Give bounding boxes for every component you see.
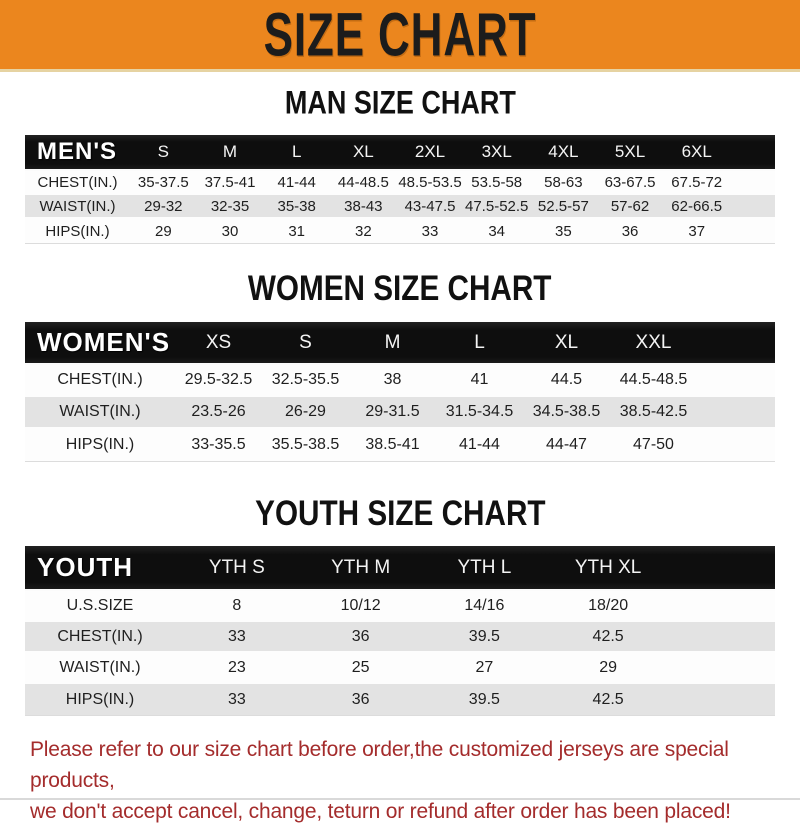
size-value-cell: 67.5-72 bbox=[671, 173, 723, 191]
size-column-header: L bbox=[474, 331, 485, 353]
size-value-cell: 38.5-42.5 bbox=[619, 403, 688, 420]
table-row bbox=[25, 195, 775, 219]
size-column-header: YTH S bbox=[208, 556, 265, 578]
size-value-cell: 42.5 bbox=[592, 627, 624, 645]
size-value-cell: 35-38 bbox=[277, 197, 316, 215]
disclaimer-text bbox=[30, 734, 772, 827]
youth-size-chart-section bbox=[0, 492, 800, 716]
size-value-cell: 44-47 bbox=[546, 436, 587, 453]
size-value-cell: 58-63 bbox=[544, 173, 583, 191]
size-value-cell: 31 bbox=[288, 222, 306, 240]
disclaimer-line-2: we don't accept cancel, change, teturn or refund after order has been placed! bbox=[30, 800, 731, 823]
table-row bbox=[25, 397, 775, 429]
size-value-cell: 32-35 bbox=[210, 197, 250, 215]
women-section-title: WOMEN SIZE CHART bbox=[248, 267, 552, 308]
size-value-cell: 32 bbox=[355, 222, 372, 240]
size-value-cell: 10/12 bbox=[340, 596, 381, 614]
youth-table-header bbox=[25, 546, 775, 591]
size-value-cell: 30 bbox=[221, 222, 239, 240]
row-label: WAIST(IN.) bbox=[59, 658, 141, 676]
size-value-cell: 33 bbox=[227, 627, 246, 645]
men-table-header bbox=[25, 135, 775, 171]
size-value-cell: 52.5-57 bbox=[537, 197, 589, 215]
size-value-cell: 44.5 bbox=[550, 371, 583, 388]
size-value-cell: 35-37.5 bbox=[137, 173, 189, 191]
row-label: HIPS(IN.) bbox=[65, 436, 135, 453]
row-label: CHEST(IN.) bbox=[37, 173, 118, 191]
size-chart-banner bbox=[0, 0, 800, 72]
row-label: U.S.SIZE bbox=[66, 596, 134, 614]
table-row bbox=[25, 429, 775, 461]
table-row bbox=[25, 653, 775, 684]
size-column-header: XS bbox=[205, 331, 232, 353]
size-value-cell: 29 bbox=[599, 658, 618, 676]
size-column-header: 4XL bbox=[548, 142, 579, 161]
size-value-cell: 27 bbox=[475, 658, 494, 676]
size-column-header: 6XL bbox=[681, 142, 712, 161]
size-value-cell: 57-62 bbox=[610, 197, 650, 215]
size-value-cell: 35.5-38.5 bbox=[271, 436, 340, 453]
mens-size-table bbox=[25, 135, 775, 244]
youth-section-title: YOUTH SIZE CHART bbox=[254, 492, 546, 533]
size-value-cell: 53.5-58 bbox=[471, 173, 523, 191]
youth-size-table bbox=[25, 546, 775, 716]
table-row bbox=[25, 591, 775, 622]
size-value-cell: 23.5-26 bbox=[191, 403, 246, 420]
size-value-cell: 37 bbox=[688, 222, 706, 240]
man-size-chart-section bbox=[0, 87, 800, 244]
size-value-cell: 36 bbox=[351, 690, 370, 708]
size-value-cell: 41-44 bbox=[277, 173, 316, 191]
size-column-header: 5XL bbox=[614, 142, 646, 161]
size-value-cell: 18/20 bbox=[588, 596, 629, 614]
size-value-cell: 29.5-32.5 bbox=[184, 371, 253, 388]
size-value-cell: 29-32 bbox=[144, 197, 183, 215]
size-value-cell: 63-67.5 bbox=[604, 173, 656, 191]
size-value-cell: 34.5-38.5 bbox=[532, 403, 601, 420]
row-label: CHEST(IN.) bbox=[57, 371, 143, 388]
size-value-cell: 26-29 bbox=[285, 403, 326, 420]
size-value-cell: 48.5-53.5 bbox=[398, 173, 462, 191]
table-row bbox=[25, 219, 775, 243]
size-column-header: M bbox=[384, 331, 401, 353]
size-value-cell: 44-48.5 bbox=[337, 173, 389, 191]
size-value-cell: 29 bbox=[154, 222, 172, 240]
size-column-header: 2XL bbox=[414, 142, 446, 161]
size-value-cell: 33 bbox=[227, 690, 246, 708]
women-table-header bbox=[25, 322, 775, 365]
size-column-header: YTH XL bbox=[574, 556, 642, 578]
row-label: HIPS(IN.) bbox=[45, 222, 110, 240]
size-value-cell: 38-43 bbox=[344, 197, 383, 215]
table-row bbox=[25, 622, 775, 653]
size-value-cell: 25 bbox=[351, 658, 370, 676]
size-value-cell: 41 bbox=[470, 371, 489, 388]
size-value-cell: 44.5-48.5 bbox=[619, 371, 688, 388]
disclaimer-line-1: Please refer to our size chart before order,the customized jerseys are special products, bbox=[30, 738, 729, 792]
size-value-cell: 47-50 bbox=[633, 436, 674, 453]
size-value-cell: 23 bbox=[227, 658, 246, 676]
size-column-header: XL bbox=[554, 331, 579, 353]
size-column-header: XXL bbox=[635, 331, 672, 353]
size-value-cell: 41-44 bbox=[459, 436, 500, 453]
row-label: WAIST(IN.) bbox=[59, 403, 141, 420]
size-column-header: XL bbox=[352, 142, 374, 161]
size-value-cell: 32.5-35.5 bbox=[271, 371, 340, 388]
table-row bbox=[25, 365, 775, 397]
size-value-cell: 33-35.5 bbox=[191, 436, 246, 453]
row-label: CHEST(IN.) bbox=[57, 627, 143, 645]
size-value-cell: 29-31.5 bbox=[365, 403, 420, 420]
men-header-label: MEN'S bbox=[37, 138, 118, 165]
size-value-cell: 34 bbox=[488, 222, 506, 240]
size-column-header: YTH L bbox=[457, 556, 512, 578]
size-value-cell: 42.5 bbox=[592, 690, 624, 708]
row-label: HIPS(IN.) bbox=[65, 690, 135, 708]
man-section-title: MAN SIZE CHART bbox=[284, 85, 516, 122]
size-value-cell: 33 bbox=[421, 222, 439, 240]
size-value-cell: 39.5 bbox=[468, 627, 500, 645]
size-value-cell: 47.5-52.5 bbox=[465, 197, 529, 215]
size-value-cell: 36 bbox=[351, 627, 370, 645]
women-size-chart-section bbox=[0, 267, 800, 462]
size-column-header: 3XL bbox=[481, 142, 512, 161]
size-value-cell: 39.5 bbox=[468, 690, 500, 708]
size-column-header: L bbox=[291, 142, 302, 161]
size-value-cell: 14/16 bbox=[464, 596, 505, 614]
women-header-label: WOMEN'S bbox=[37, 327, 171, 357]
size-value-cell: 36 bbox=[621, 222, 639, 240]
size-value-cell: 62-66.5 bbox=[671, 197, 723, 215]
youth-header-label: YOUTH bbox=[37, 552, 133, 582]
size-value-cell: 43-47.5 bbox=[404, 197, 456, 215]
womens-size-table bbox=[25, 322, 775, 462]
size-column-header: YTH M bbox=[331, 556, 391, 578]
table-row bbox=[25, 684, 775, 715]
size-value-cell: 38 bbox=[383, 371, 402, 388]
size-value-cell: 38.5-41 bbox=[365, 436, 420, 453]
row-label: WAIST(IN.) bbox=[39, 197, 116, 215]
size-column-header: S bbox=[157, 142, 169, 161]
size-column-header: S bbox=[299, 331, 312, 353]
size-value-cell: 8 bbox=[232, 596, 242, 614]
size-column-header: M bbox=[222, 142, 238, 161]
table-row bbox=[25, 171, 775, 195]
size-value-cell: 37.5-41 bbox=[204, 173, 256, 191]
size-value-cell: 35 bbox=[555, 222, 572, 240]
banner-title: SIZE CHART bbox=[263, 0, 537, 69]
size-value-cell: 31.5-34.5 bbox=[445, 403, 514, 420]
